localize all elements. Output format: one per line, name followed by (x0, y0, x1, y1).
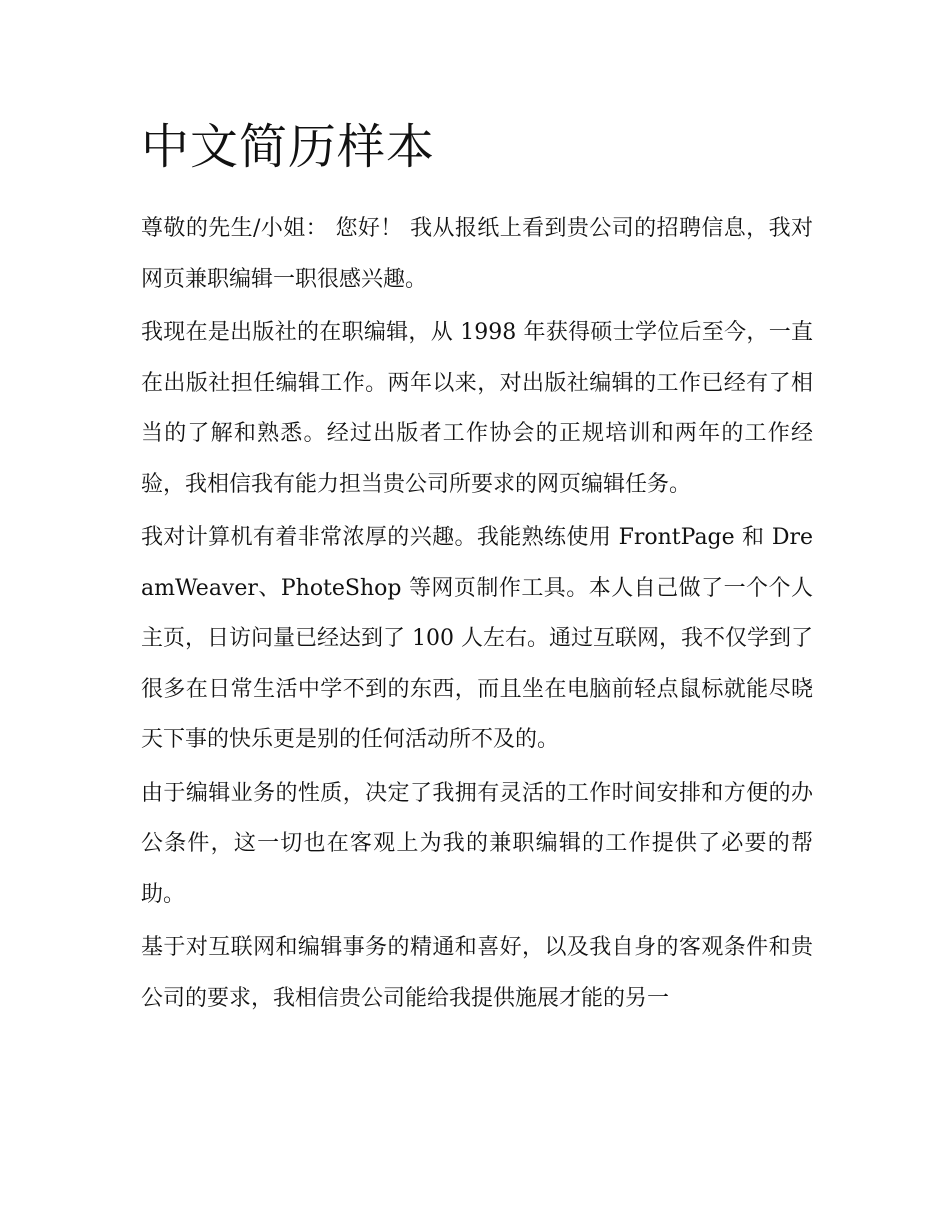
paragraph-greeting: 尊敬的先生/小姐： 您好！ 我从报纸上看到贵公司的招聘信息，我对网页兼职编辑一职很感兴趣。 (141, 216, 813, 292)
paragraph-conclusion: 基于对互联网和编辑事务的精通和喜好，以及我自身的客观条件和贵公司的要求，我相信贵公司能给我提供施展才能的另一 (141, 935, 813, 1011)
paragraph-experience: 我现在是出版社的在职编辑，从 1998 年获得硕士学位后至今，一直在出版社担任编辑工作。两年以来，对出版社编辑的工作已经有了相当的了解和熟悉。经过出版者工作协会的正规培训和两年的工作经验，我相信我有能力担当贵公司所要求的网页编辑任务。 (141, 320, 813, 497)
document-body (141, 112, 813, 1027)
paragraph-computer-skills: 我对计算机有着非常浓厚的兴趣。我能熟练使用 FrontPage 和 DreamWeaver、PhoteShop 等网页制作工具。本人自己做了一个个人主页，日访问量已经达到了 100 人左右。通过互联网，我不仅学到了很多在日常生活中学不到的东西，而且坐在电脑前轻点鼠标就能尽晓天下事的快乐更是别的任何活动所不及的。 (141, 525, 813, 752)
document-title: 中文简历样本 (141, 119, 436, 175)
paragraph-work-conditions: 由于编辑业务的性质，决定了我拥有灵活的工作时间安排和方便的办公条件，这一切也在客观上为我的兼职编辑的工作提供了必要的帮助。 (141, 780, 813, 907)
